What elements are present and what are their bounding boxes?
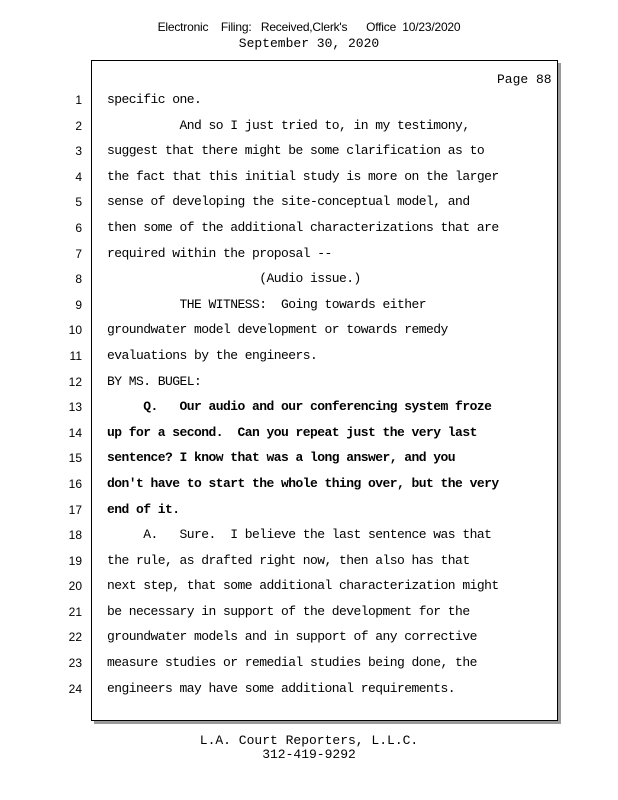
line-text: sentence? I know that was a long answer, and you xyxy=(107,450,456,466)
line-number: 10 xyxy=(68,323,82,338)
transcript-line xyxy=(0,678,618,704)
transcript-line xyxy=(0,575,618,601)
transcript-line xyxy=(0,626,618,652)
line-number: 22 xyxy=(68,630,82,645)
reporter-phone: 312-419-9292 xyxy=(262,747,356,762)
line-text: groundwater models and in support of any corrective xyxy=(107,629,477,645)
transcript-line xyxy=(0,652,618,678)
line-text: up for a second. Can you repeat just the very last xyxy=(107,424,477,440)
line-text: evaluations by the engineers. xyxy=(107,347,318,363)
line-text: groundwater model development or towards remedy xyxy=(107,322,448,338)
line-number: 7 xyxy=(75,246,82,261)
line-number: 19 xyxy=(68,553,82,568)
line-number: 12 xyxy=(68,374,82,389)
transcript-line xyxy=(0,422,618,448)
line-text: then some of the additional characterizations that are xyxy=(107,219,499,235)
transcript-line xyxy=(0,524,618,550)
line-number: 8 xyxy=(75,272,82,287)
line-number: 24 xyxy=(68,681,82,696)
reporter-company: L.A. Court Reporters, L.L.C. xyxy=(199,733,419,748)
line-text: (Audio issue.) xyxy=(107,271,361,287)
page-number: Page 88 xyxy=(497,72,552,87)
transcript-line xyxy=(0,243,618,269)
line-text: don't have to start the whole thing over, but the very xyxy=(107,475,499,491)
transcript-line xyxy=(0,268,618,294)
transcript-line xyxy=(0,550,618,576)
line-text: THE WITNESS: Going towards either xyxy=(107,296,427,312)
filing-stamp: Electronic Filing: Received,Clerk's Office 10/23/2020 xyxy=(157,20,461,34)
line-text: Q. Our audio and our conferencing system froze xyxy=(107,399,492,415)
line-text: the rule, as drafted right now, then also has that xyxy=(107,552,470,568)
transcript-line xyxy=(0,166,618,192)
line-text: end of it. xyxy=(107,501,180,517)
line-number: 2 xyxy=(75,118,82,133)
transcript-line xyxy=(0,217,618,243)
transcript-line xyxy=(0,447,618,473)
transcript-line xyxy=(0,396,618,422)
transcript-line xyxy=(0,140,618,166)
transcript-line xyxy=(0,115,618,141)
line-text: be necessary in support of the development for the xyxy=(107,603,470,619)
line-number: 17 xyxy=(68,502,82,517)
line-number: 14 xyxy=(68,425,82,440)
line-text: BY MS. BUGEL: xyxy=(107,373,202,389)
line-number: 21 xyxy=(68,604,82,619)
line-number: 16 xyxy=(68,476,82,491)
transcript-line xyxy=(0,499,618,525)
line-text: engineers may have some additional requirements. xyxy=(107,680,456,696)
transcript-line xyxy=(0,89,618,115)
line-number: 15 xyxy=(68,451,82,466)
line-number: 5 xyxy=(75,195,82,210)
line-number: 20 xyxy=(68,579,82,594)
line-number: 18 xyxy=(68,528,82,543)
line-text: next step, that some additional characterization might xyxy=(107,578,499,594)
transcript-date: September 30, 2020 xyxy=(238,36,380,51)
line-text: required within the proposal -- xyxy=(107,245,332,261)
transcript-line xyxy=(0,319,618,345)
line-number: 6 xyxy=(75,220,82,235)
line-text: And so I just tried to, in my testimony, xyxy=(107,117,470,133)
line-text: sense of developing the site-conceptual model, and xyxy=(107,194,470,210)
line-text: A. Sure. I believe the last sentence was that xyxy=(107,527,492,543)
line-number: 9 xyxy=(75,297,82,312)
transcript-line xyxy=(0,371,618,397)
line-text: specific one. xyxy=(107,92,202,107)
line-number: 11 xyxy=(69,348,82,363)
line-text: suggest that there might be some clarification as to xyxy=(107,143,485,159)
line-number: 3 xyxy=(75,144,82,159)
transcript-line xyxy=(0,345,618,371)
transcript-line xyxy=(0,191,618,217)
transcript-line xyxy=(0,473,618,499)
line-number: 4 xyxy=(75,169,82,184)
line-text: the fact that this initial study is more on the larger xyxy=(107,168,499,184)
line-number: 1 xyxy=(75,93,82,107)
line-text: measure studies or remedial studies being done, the xyxy=(107,655,477,671)
transcript-line xyxy=(0,601,618,627)
line-number: 23 xyxy=(68,656,82,671)
line-number: 13 xyxy=(68,400,82,415)
transcript-body xyxy=(0,89,618,703)
transcript-line xyxy=(0,294,618,320)
